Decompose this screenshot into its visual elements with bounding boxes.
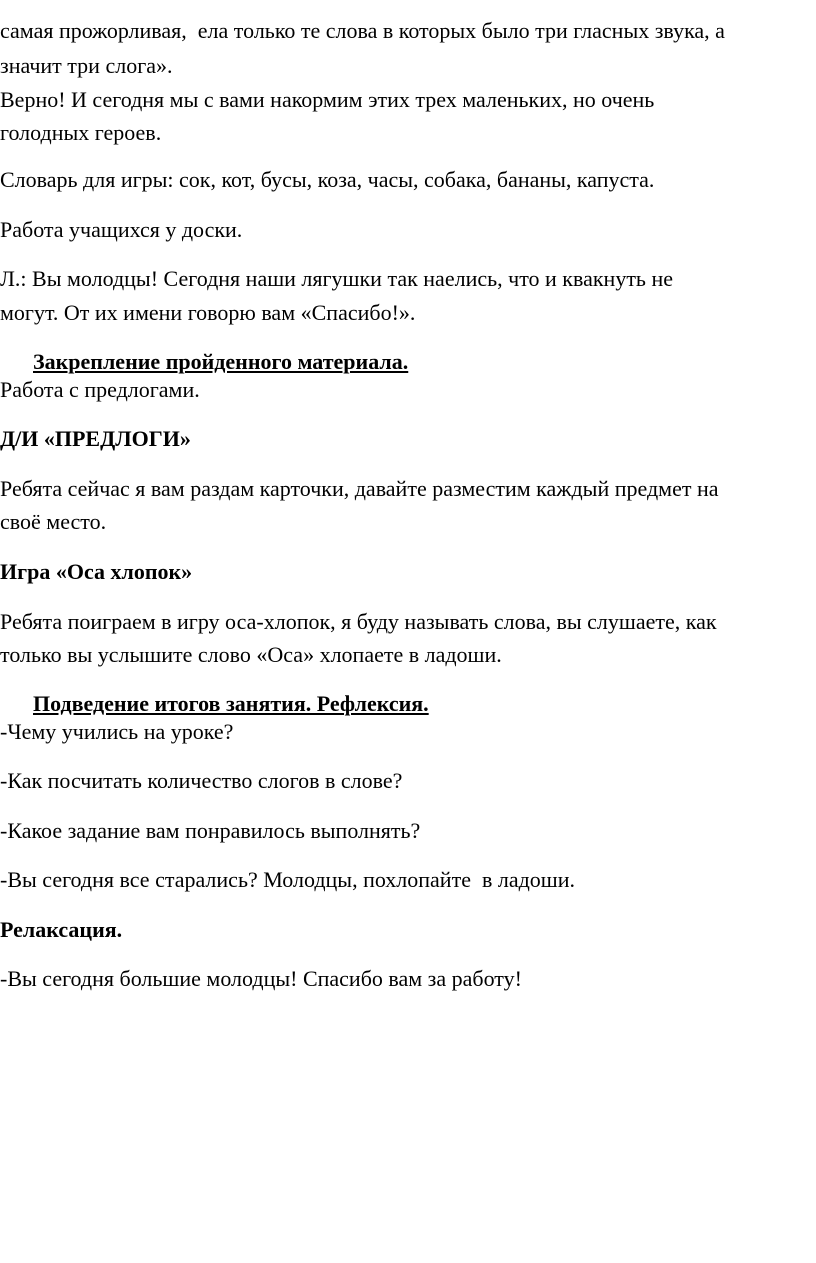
consolidation-text: Работа с предлогами. [0,377,200,402]
prepositions-game-title: Д/И «ПРЕДЛОГИ» [0,426,191,451]
wasp-game-line-1: Ребята поиграем в игру оса-хлопок, я буду называть слова, вы слушаете, как [0,609,717,634]
intro-line-1: самая прожорливая, ела только те слова в которых было три гласных звука, а [0,18,725,43]
summary-heading: Подведение итогов занятия. Рефлексия. [33,691,429,716]
wasp-game-line-2: только вы услышите слово «Оса» хлопаете в ладоши. [0,642,502,667]
teacher-praise-line-1: Л.: Вы молодцы! Сегодня наши лягушки так наелись, что и квакнуть не [0,266,673,291]
wasp-game-title: Игра «Оса хлопок» [0,559,193,584]
summary-question-3: -Какое задание вам понравилось выполнять? [0,818,421,843]
teacher-praise-line-2: могут. От их имени говорю вам «Спасибо!». [0,300,416,325]
summary-question-2: -Как посчитать количество слогов в слове? [0,768,403,793]
relaxation-title: Релаксация. [0,917,123,942]
prepositions-game-line-2: своё место. [0,509,107,534]
board-work-paragraph: Работа учащихся у доски. [0,217,243,242]
correct-line-2: голодных героев. [0,120,162,145]
summary-question-1: -Чему учились на уроке? [0,719,234,744]
intro-line-2: значит три слога». [0,53,173,78]
summary-question-4: -Вы сегодня все старались? Молодцы, похлопайте в ладоши. [0,867,575,892]
relaxation-text: -Вы сегодня большие молодцы! Спасибо вам за работу! [0,966,522,991]
prepositions-game-line-1: Ребята сейчас я вам раздам карточки, давайте разместим каждый предмет на [0,476,719,501]
consolidation-heading: Закрепление пройденного материала. [33,349,409,374]
correct-line-1: Верно! И сегодня мы с вами накормим этих трех маленьких, но очень [0,87,655,112]
dictionary-paragraph: Словарь для игры: сок, кот, бусы, коза, часы, собака, бананы, капуста. [0,167,655,192]
